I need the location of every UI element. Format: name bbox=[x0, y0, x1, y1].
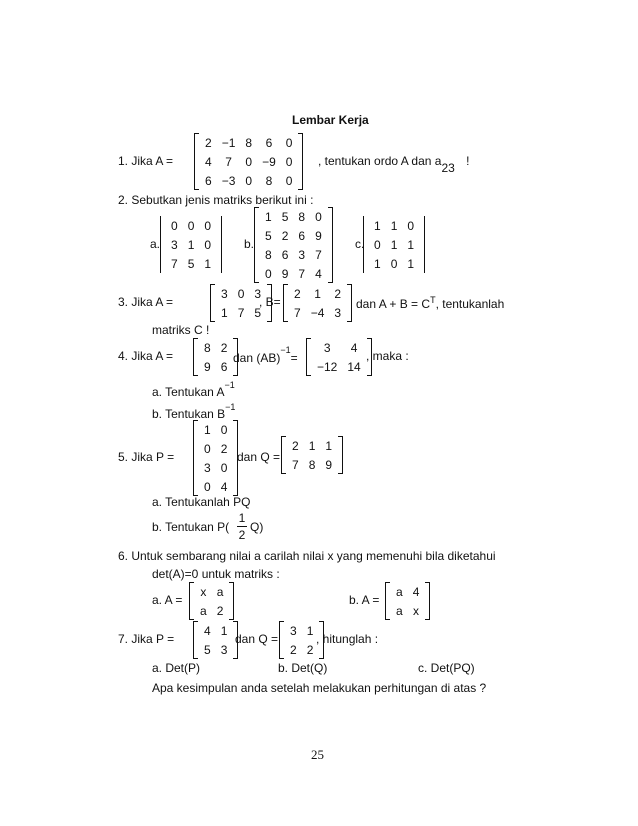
matrix-cell: 3 bbox=[220, 642, 228, 657]
matrix-cell: 2 bbox=[290, 642, 297, 657]
matrix-cell: 1 bbox=[221, 305, 228, 320]
matrix-cell: 0 bbox=[285, 135, 293, 150]
matrix-cell: 0 bbox=[265, 266, 272, 281]
bracket-left bbox=[281, 436, 286, 474]
matrix-cell: 1 bbox=[187, 237, 195, 252]
matrix-row bbox=[391, 582, 424, 601]
matrix-cell: 0 bbox=[171, 218, 178, 233]
q4-suffix: , maka : bbox=[366, 349, 409, 363]
matrix-cell: 1 bbox=[306, 623, 314, 638]
matrix-row bbox=[312, 338, 366, 357]
matrix-cell: 2 bbox=[205, 135, 212, 150]
matrix-row bbox=[287, 436, 337, 455]
matrix-cell: 7 bbox=[315, 247, 322, 262]
matrix-cell: 1 bbox=[325, 438, 333, 453]
bracket-left bbox=[193, 338, 198, 376]
matrix-cell: 6 bbox=[298, 228, 306, 243]
q3-b-matrix bbox=[283, 284, 352, 322]
matrix-cell: 6 bbox=[220, 359, 228, 374]
q5-item-b-end: Q) bbox=[250, 520, 264, 534]
q3-suffix-text: dan A + B = C bbox=[356, 297, 431, 311]
q4-item-b-text: b. Tentukan B bbox=[152, 407, 226, 421]
matrix-cell: 4 bbox=[350, 340, 358, 355]
matrix-cell: 2 bbox=[306, 642, 314, 657]
matrix-row bbox=[260, 264, 327, 283]
matrix-cell: 0 bbox=[220, 460, 228, 475]
matrix-cell: a bbox=[216, 584, 224, 599]
matrix-cell: 8 bbox=[298, 209, 306, 224]
matrix-cell: 0 bbox=[204, 479, 211, 494]
matrix-row bbox=[199, 640, 232, 659]
bracket-left bbox=[279, 621, 284, 659]
matrix-cell: 3 bbox=[221, 286, 228, 301]
matrix-cell: 0 bbox=[204, 218, 212, 233]
matrix-cell: a bbox=[396, 584, 403, 599]
matrix-row bbox=[199, 477, 232, 496]
matrix-cell: 1 bbox=[204, 256, 212, 271]
q4-eq: = bbox=[290, 351, 298, 365]
matrix-cell: 2 bbox=[220, 340, 228, 355]
q1-matrix bbox=[194, 133, 303, 190]
matrix-cell: −4 bbox=[310, 305, 325, 320]
q6-b-label: b. A = bbox=[349, 593, 380, 607]
bracket-right bbox=[298, 133, 303, 190]
matrix-cell: 3 bbox=[254, 286, 262, 301]
bracket-left bbox=[193, 621, 198, 659]
q4-item-a-text: a. Tentukan A bbox=[152, 385, 225, 399]
matrix-row bbox=[285, 621, 318, 640]
q5-item-b-text: b. Tentukan P( bbox=[152, 520, 230, 534]
q6-a-matrix bbox=[189, 582, 234, 620]
matrix-cell: 5 bbox=[265, 228, 272, 243]
matrix-row bbox=[287, 455, 337, 474]
matrix-cell: 8 bbox=[308, 457, 316, 472]
bracket-right bbox=[424, 216, 425, 273]
matrix-cell: 8 bbox=[265, 173, 273, 188]
matrix-cell: 6 bbox=[265, 135, 273, 150]
matrix-row bbox=[260, 245, 327, 264]
matrix-cell: 7 bbox=[298, 266, 306, 281]
q4-item-b bbox=[152, 402, 236, 421]
matrix-cell: 2 bbox=[334, 286, 342, 301]
bracket-left bbox=[193, 420, 198, 496]
matrix-cell: x bbox=[413, 603, 420, 618]
matrix-cell: 0 bbox=[245, 154, 253, 169]
q4-mid bbox=[233, 345, 298, 365]
matrix-cell: 7 bbox=[225, 154, 232, 169]
matrix-cell: 0 bbox=[390, 256, 398, 271]
matrix-cell: 2 bbox=[216, 603, 224, 618]
matrix-cell: 0 bbox=[187, 218, 195, 233]
q6-a-label: a. A = bbox=[152, 593, 183, 607]
matrix-cell: 14 bbox=[347, 359, 361, 374]
matrix-row bbox=[166, 254, 216, 273]
q2-b-label: b. bbox=[244, 237, 255, 251]
matrix-cell: −9 bbox=[262, 154, 276, 169]
matrix-cell: 0 bbox=[407, 218, 415, 233]
matrix-cell: 6 bbox=[205, 173, 212, 188]
matrix-cell: a bbox=[396, 603, 403, 618]
q6-b-matrix bbox=[385, 582, 430, 620]
matrix-cell: 2 bbox=[292, 438, 299, 453]
matrix-row bbox=[289, 284, 346, 303]
q6-line1: 6. Untuk sembarang nilai a carilah nilai x yang memenuhi bila diketahui bbox=[118, 549, 496, 563]
bracket-left bbox=[385, 582, 390, 620]
matrix-cell: 0 bbox=[285, 154, 293, 169]
q2-c-matrix bbox=[363, 216, 425, 273]
matrix-row bbox=[200, 171, 297, 190]
matrix-cell: 1 bbox=[220, 623, 228, 638]
bracket-left bbox=[189, 582, 194, 620]
q5-frac-num: 1 bbox=[238, 511, 246, 525]
q7-mid: dan Q = bbox=[235, 632, 279, 646]
q2-a-matrix bbox=[160, 216, 222, 273]
matrix-cell: 3 bbox=[334, 305, 342, 320]
matrix-row bbox=[312, 357, 366, 376]
matrix-cell: 1 bbox=[407, 256, 415, 271]
q1-suffix-text: , tentukan ordo A dan a bbox=[318, 154, 442, 168]
matrix-cell: 2 bbox=[281, 228, 289, 243]
q1-prefix: 1. Jika A = bbox=[118, 154, 174, 168]
q7-item-c: c. Det(PQ) bbox=[418, 661, 475, 675]
q7-p-matrix bbox=[193, 621, 238, 659]
matrix-cell: 1 bbox=[374, 218, 381, 233]
q1-end: ! bbox=[466, 154, 470, 168]
matrix-cell: 5 bbox=[204, 642, 211, 657]
q1-suffix bbox=[318, 154, 470, 176]
matrix-cell: 2 bbox=[294, 286, 301, 301]
q3-end: , tentukanlah bbox=[435, 297, 505, 311]
matrix-cell: 0 bbox=[204, 441, 211, 456]
matrix-row bbox=[391, 601, 424, 620]
q5-frac-den: 2 bbox=[238, 528, 246, 542]
matrix-cell: 3 bbox=[298, 247, 306, 262]
bracket-left bbox=[160, 216, 161, 273]
matrix-cell: 1 bbox=[374, 256, 381, 271]
matrix-cell: x bbox=[200, 584, 207, 599]
q4-a-matrix bbox=[193, 338, 238, 376]
bracket-left bbox=[283, 284, 288, 322]
matrix-cell: 1 bbox=[204, 422, 211, 437]
matrix-cell: 7 bbox=[237, 305, 245, 320]
matrix-cell: −12 bbox=[317, 359, 338, 374]
q7-item-b: b. Det(Q) bbox=[278, 661, 328, 675]
matrix-cell: 1 bbox=[390, 218, 398, 233]
matrix-row bbox=[166, 235, 216, 254]
matrix-cell: 3 bbox=[204, 460, 211, 475]
matrix-cell: 7 bbox=[171, 256, 178, 271]
matrix-cell: 4 bbox=[315, 266, 322, 281]
q3-superscript: T bbox=[430, 295, 436, 305]
bracket-left bbox=[306, 338, 311, 376]
matrix-row bbox=[369, 254, 419, 273]
q5-item-a: a. Tentukanlah PQ bbox=[152, 495, 251, 509]
q7-conclusion: Apa kesimpulan anda setelah melakukan perhitungan di atas ? bbox=[152, 681, 487, 695]
matrix-cell: 1 bbox=[314, 286, 321, 301]
q3-line2: matriks C ! bbox=[152, 323, 210, 337]
q2-text: 2. Sebutkan jenis matriks berikut ini : bbox=[118, 193, 314, 207]
matrix-row bbox=[166, 216, 216, 235]
fraction-bar bbox=[237, 526, 247, 527]
matrix-cell: 3 bbox=[290, 623, 297, 638]
page-number: 25 bbox=[311, 747, 324, 762]
q6-line2: det(A)=0 untuk matriks : bbox=[152, 567, 280, 581]
matrix-row bbox=[195, 601, 228, 620]
matrix-cell: −1 bbox=[221, 135, 236, 150]
bracket-left bbox=[210, 284, 215, 322]
matrix-cell: 1 bbox=[265, 209, 272, 224]
matrix-row bbox=[285, 640, 318, 659]
q7-suffix: , hitunglah : bbox=[316, 632, 379, 646]
matrix-cell: 9 bbox=[325, 457, 333, 472]
matrix-cell: 6 bbox=[281, 247, 289, 262]
matrix-row bbox=[199, 357, 232, 376]
q2-c-label: c. bbox=[355, 237, 365, 251]
matrix-cell: 9 bbox=[315, 228, 322, 243]
matrix-cell: 0 bbox=[315, 209, 322, 224]
q5-item-b bbox=[152, 521, 229, 533]
matrix-row bbox=[199, 621, 232, 640]
matrix-cell: 4 bbox=[412, 584, 420, 599]
q4-item-a bbox=[152, 380, 235, 399]
page-title: Lembar Kerja bbox=[292, 113, 369, 127]
q7-prefix: 7. Jika P = bbox=[118, 632, 175, 646]
q2-b-matrix bbox=[254, 207, 333, 283]
matrix-row bbox=[199, 439, 232, 458]
matrix-cell: 8 bbox=[245, 135, 253, 150]
matrix-cell: 1 bbox=[308, 438, 316, 453]
matrix-row bbox=[195, 582, 228, 601]
matrix-cell: 0 bbox=[374, 237, 381, 252]
bracket-right bbox=[347, 284, 352, 322]
matrix-cell: 2 bbox=[220, 441, 228, 456]
matrix-row bbox=[289, 303, 346, 322]
q4-ab-matrix bbox=[306, 338, 372, 376]
matrix-cell: 3 bbox=[171, 237, 178, 252]
matrix-cell: 0 bbox=[220, 422, 228, 437]
matrix-cell: 4 bbox=[204, 623, 211, 638]
matrix-row bbox=[260, 207, 327, 226]
matrix-cell: 5 bbox=[187, 256, 195, 271]
matrix-cell: 0 bbox=[285, 173, 293, 188]
matrix-cell: 7 bbox=[292, 457, 299, 472]
matrix-cell: 8 bbox=[265, 247, 272, 262]
matrix-row bbox=[200, 152, 297, 171]
matrix-cell: 1 bbox=[407, 237, 415, 252]
matrix-row bbox=[369, 235, 419, 254]
matrix-cell: 9 bbox=[281, 266, 289, 281]
matrix-cell: 5 bbox=[254, 305, 262, 320]
q3-suffix bbox=[356, 296, 504, 310]
q3-mid: , B= bbox=[259, 295, 281, 309]
matrix-row bbox=[260, 226, 327, 245]
matrix-cell: 8 bbox=[204, 340, 211, 355]
bracket-right bbox=[338, 436, 343, 474]
q4-mid-sup: −1 bbox=[280, 345, 291, 355]
bracket-left bbox=[363, 216, 364, 273]
matrix-cell: 1 bbox=[390, 237, 398, 252]
matrix-cell: 0 bbox=[237, 286, 245, 301]
q4-prefix: 4. Jika A = bbox=[118, 349, 174, 363]
matrix-row bbox=[199, 458, 232, 477]
bracket-left bbox=[254, 207, 259, 283]
matrix-cell: a bbox=[200, 603, 207, 618]
matrix-cell: −3 bbox=[221, 173, 236, 188]
q5-prefix: 5. Jika P = bbox=[118, 450, 175, 464]
matrix-cell: 3 bbox=[323, 340, 331, 355]
bracket-right bbox=[221, 216, 222, 273]
matrix-cell: 4 bbox=[220, 479, 228, 494]
q4-mid-text: dan (AB) bbox=[233, 351, 281, 365]
q7-item-a: a. Det(P) bbox=[152, 661, 201, 675]
q3-prefix: 3. Jika A = bbox=[118, 295, 174, 309]
bracket-right bbox=[328, 207, 333, 283]
bracket-right bbox=[229, 582, 234, 620]
q5-p-matrix bbox=[193, 420, 238, 496]
matrix-cell: 5 bbox=[281, 209, 289, 224]
matrix-row bbox=[369, 216, 419, 235]
q1-subscript: 23 bbox=[441, 161, 455, 176]
q4-item-a-sup: −1 bbox=[224, 380, 235, 390]
matrix-cell: 4 bbox=[205, 154, 212, 169]
matrix-row bbox=[199, 420, 232, 439]
bracket-left bbox=[194, 133, 199, 190]
q4-item-b-sup: −1 bbox=[225, 402, 236, 412]
matrix-cell: 9 bbox=[204, 359, 211, 374]
matrix-row bbox=[199, 338, 232, 357]
matrix-cell: 0 bbox=[204, 237, 212, 252]
matrix-row bbox=[200, 133, 297, 152]
q5-mid: dan Q = bbox=[237, 450, 281, 464]
matrix-cell: 0 bbox=[245, 173, 253, 188]
bracket-right bbox=[425, 582, 430, 620]
q2-a-label: a. bbox=[150, 237, 161, 251]
q5-fraction bbox=[237, 511, 247, 542]
q5-q-matrix bbox=[281, 436, 343, 474]
matrix-cell: 7 bbox=[294, 305, 301, 320]
